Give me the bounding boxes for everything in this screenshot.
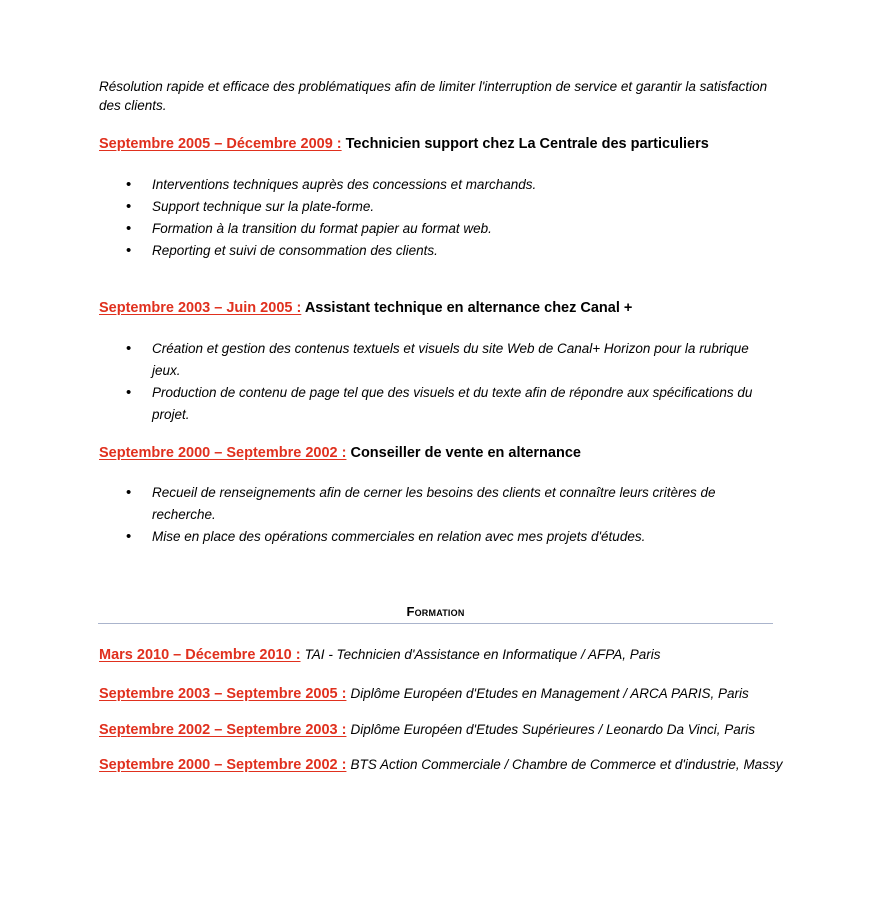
section-heading-formation: Formation: [406, 604, 465, 619]
education-date: Mars 2010 – Décembre 2010 :: [99, 647, 301, 663]
list-item: • Interventions techniques auprès des concessions et marchands.: [0, 174, 764, 196]
job-title: Conseiller de vente en alternance: [350, 445, 581, 461]
list-item: • Production de contenu de page tel que des visuels et du texte afin de répondre aux spécifications du projet.: [0, 382, 764, 426]
job-date: Septembre 2005 – Décembre 2009 :: [99, 136, 342, 152]
list-item: • Recueil de renseignements afin de cerner les besoins des clients et connaître leurs critères de recherche.: [0, 482, 764, 526]
job-date: Septembre 2003 – Juin 2005 :: [99, 300, 302, 316]
job-date: Septembre 2000 – Septembre 2002 :: [99, 445, 347, 461]
job-bullet-list: [0, 174, 764, 262]
list-item: • Support technique sur la plate-forme.: [0, 196, 764, 218]
education-date: Septembre 2003 – Septembre 2005 :: [99, 686, 347, 702]
job-heading: [99, 135, 819, 153]
job-title: Technicien support chez La Centrale des particuliers: [345, 136, 709, 152]
job-heading: [99, 444, 819, 462]
education-item: [99, 685, 859, 703]
education-item: [99, 756, 859, 774]
job-heading: [99, 299, 819, 317]
education-item: [99, 721, 859, 739]
list-item: • Création et gestion des contenus textuels et visuels du site Web de Canal+ Horizon pour la rubrique jeux.: [0, 338, 764, 382]
education-desc: Diplôme Européen d'Etudes Supérieures / Leonardo Da Vinci, Paris: [350, 722, 756, 737]
education-item: [99, 646, 859, 664]
education-date: Septembre 2000 – Septembre 2002 :: [99, 757, 347, 773]
intro-paragraph: Résolution rapide et efficace des problématiques afin de limiter l'interruption de service et garantir la satisfaction des clients.: [99, 79, 768, 113]
education-desc: BTS Action Commerciale / Chambre de Commerce et d'industrie, Massy: [350, 757, 783, 772]
section-divider: [98, 623, 773, 624]
education-date: Septembre 2002 – Septembre 2003 :: [99, 722, 347, 738]
job-bullet-list: [0, 482, 764, 548]
list-item: • Reporting et suivi de consommation des clients.: [0, 240, 764, 262]
list-item: • Formation à la transition du format papier au format web.: [0, 218, 764, 240]
education-desc: Diplôme Européen d'Etudes en Management / ARCA PARIS, Paris: [350, 686, 749, 701]
job-title: Assistant technique en alternance chez Canal +: [304, 300, 633, 316]
list-item: • Mise en place des opérations commerciales en relation avec mes projets d'études.: [0, 526, 764, 548]
job-bullet-list: [0, 338, 764, 426]
education-desc: TAI - Technicien d'Assistance en Informatique / AFPA, Paris: [304, 647, 661, 662]
